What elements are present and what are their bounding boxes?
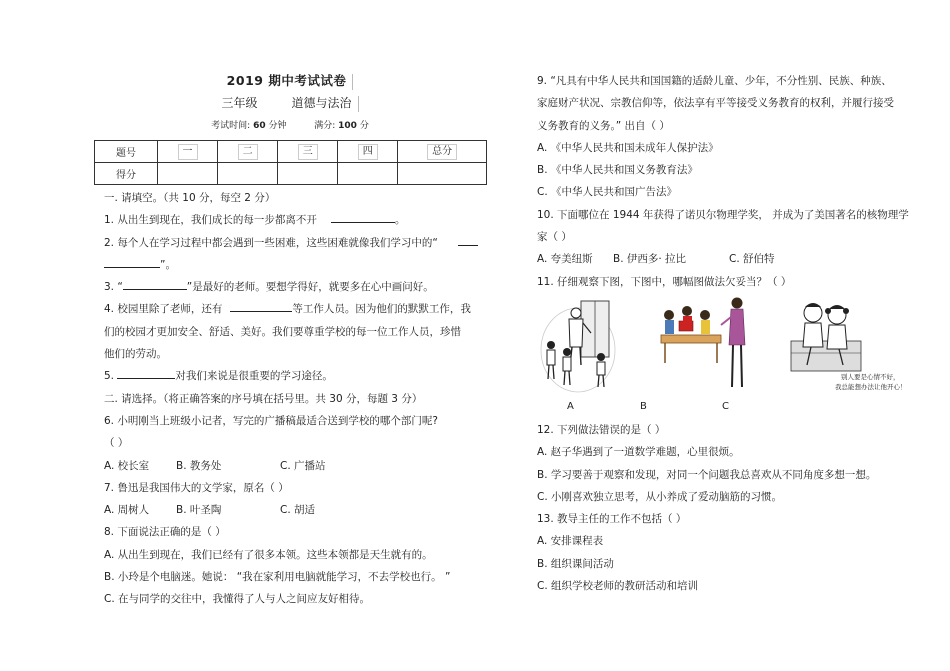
score-input-4[interactable] — [338, 163, 398, 185]
question-3: 3. “ ”是最好的老师。要想学得好，就要多在心中画问好。 — [104, 276, 476, 298]
blank-4[interactable] — [230, 299, 292, 312]
score-row-label: 得分 — [95, 163, 158, 185]
question-7: 7. 鲁迅是我国伟大的文学家，原名（ ） — [104, 481, 289, 494]
q13-option-a[interactable]: A. 安排课程表 — [537, 535, 604, 548]
q13-option-c[interactable]: C. 组织学校老师的教研活动和培训 — [537, 580, 699, 593]
q8-option-b[interactable]: B. 小玲是个电脑迷。她说： “我在家利用电脑就能学习，不去学校也行。 ” — [104, 571, 451, 584]
q12-option-c[interactable]: C. 小刚喜欢独立思考，从小养成了爱动脑筋的习惯。 — [537, 490, 783, 503]
question-11-pictures — [537, 295, 909, 401]
q7-option-c[interactable]: C. 胡适 — [280, 504, 316, 517]
blank-2b[interactable] — [104, 255, 160, 268]
question-12: 12. 下列做法错误的是（ ） — [537, 423, 666, 436]
score-table-score-row — [95, 163, 487, 185]
question-5: 5. 对我们来说是很重要的学习途径。 — [104, 365, 476, 387]
question-9-cont-2: 义务教育的义务。” 出自（ ） — [537, 119, 670, 132]
grade-text: 三年级 — [221, 96, 258, 110]
q10-option-a[interactable]: A. 夸美纽斯 — [537, 253, 593, 266]
score-cell-3: 三 — [278, 141, 338, 163]
cursor-bar — [352, 74, 353, 90]
q10-option-c[interactable]: C. 舒伯特 — [729, 253, 775, 266]
q6-option-a[interactable]: A. 校长室 — [104, 459, 150, 472]
score-value: 100 — [338, 121, 357, 131]
question-9: 9. “凡具有中华人民共和国国籍的适龄儿童、少年，不分性别、民族、种族、 — [537, 75, 892, 87]
score-label: 满分: — [314, 121, 336, 131]
question-6-answer-paren[interactable]: （ ） — [104, 437, 129, 450]
exam-meta — [104, 116, 476, 136]
right-column — [537, 70, 909, 597]
picture-labels — [537, 401, 909, 419]
question-2-cont: ”。 — [104, 254, 476, 276]
picture-label-b: B — [640, 400, 647, 412]
section-2-heading: 二. 请选择。（将正确答案的序号填在括号里。共 30 分，每题 3 分） — [104, 392, 423, 405]
score-input-2[interactable] — [218, 163, 278, 185]
q7-option-b[interactable]: B. 叶圣陶 — [176, 504, 222, 517]
question-10-cont: 家（ ） — [537, 231, 572, 244]
question-10: 10. 下面哪位在 1944 年获得了诺贝尔物理学奖， 并成为了美国著名的核物理学 — [537, 208, 909, 221]
score-unit: 分 — [359, 121, 369, 131]
question-9-cont-1: 家庭财产状况、宗教信仰等，依法享有平等接受义务教育的权利，并履行接受 — [537, 97, 894, 110]
q12-option-b[interactable]: B. 学习要善于观察和发现，对同一个问题我总喜欢从不同角度多想一想。 — [537, 468, 877, 481]
q8-option-a[interactable]: A. 从出生到现在，我们已经有了很多本领。这些本领都是天生就有的。 — [104, 548, 433, 561]
score-cell-4: 四 — [338, 141, 398, 163]
q7-option-a[interactable]: A. 周树人 — [104, 504, 150, 517]
q10-option-b[interactable]: B. 伊西多· 拉比 — [613, 253, 687, 266]
score-input-1[interactable] — [158, 163, 218, 185]
question-13: 13. 教导主任的工作不包括（ ） — [537, 513, 687, 526]
picture-a-teacher-students-illustration[interactable] — [539, 295, 617, 395]
score-input-3[interactable] — [278, 163, 338, 185]
q9-option-c[interactable]: C. 《中华人民共和国广告法》 — [537, 186, 678, 199]
exam-subtitle — [104, 92, 476, 114]
question-10-options — [537, 248, 909, 270]
question-6-options — [104, 455, 476, 477]
section-1-heading: 一. 请填空。（共 10 分，每空 2 分） — [104, 192, 276, 204]
cursor-bar-2 — [358, 96, 359, 112]
picture-label-a: A — [567, 400, 574, 412]
score-cell-label: 题号 — [95, 141, 158, 163]
time-label: 考试时间: — [211, 121, 251, 131]
blank-2a[interactable] — [458, 233, 478, 246]
question-11: 11. 仔细观察下图，下图中，哪幅图做法欠妥当？（ ） — [537, 275, 792, 288]
subject-text: 道德与法治 — [291, 96, 352, 110]
blank-3[interactable] — [123, 277, 187, 290]
picture-c-caption-line-2: 我总能想办法让他开心！ — [835, 382, 907, 391]
exam-title — [104, 70, 476, 92]
question-4-cont-2: 他们的劳动。 — [104, 348, 167, 361]
question-2: 2. 每个人在学习过程中都会遇到一些困难，这些困难就像我们学习中的“ — [104, 232, 476, 254]
picture-c-comfort-friend-illustration[interactable] — [783, 295, 907, 395]
question-4: 4. 校园里除了老师，还有 等工作人员。因为他们的默默工作，我 — [104, 298, 476, 320]
time-unit: 分钟 — [268, 121, 287, 131]
question-1: 1. 从出生到现在，我们成长的每一步都离不开 。 — [104, 209, 476, 231]
q9-option-b[interactable]: B. 《中华人民共和国义务教育法》 — [537, 164, 698, 177]
question-6: 6. 小明刚当上班级小记者，写完的广播稿最适合送到学校的哪个部门呢? — [104, 414, 438, 427]
score-table-header-row — [95, 141, 487, 163]
q8-option-c[interactable]: C. 在与同学的交往中，我懂得了人与人之间应友好相待。 — [104, 593, 371, 606]
q6-option-b[interactable]: B. 教务处 — [176, 459, 222, 472]
blank-1[interactable] — [331, 210, 395, 223]
score-table — [94, 140, 487, 185]
score-cell-total: 总分 — [398, 141, 487, 163]
time-value: 60 — [253, 121, 266, 131]
blank-5[interactable] — [117, 366, 175, 379]
left-column — [104, 70, 476, 611]
score-cell-1: 一 — [158, 141, 218, 163]
picture-b-classroom-illustration[interactable] — [657, 295, 761, 395]
picture-c-caption-line-1: 别人要是心情不好， — [841, 372, 900, 381]
q12-option-a[interactable]: A. 赵子华遇到了一道数学难题，心里很烦。 — [537, 446, 740, 459]
question-4-cont-1: 们的校园才更加安全、舒适、美好。我们要尊重学校的每一位工作人员，珍惜 — [104, 325, 461, 338]
question-8: 8. 下面说法正确的是（ ） — [104, 526, 226, 539]
picture-label-c: C — [722, 400, 729, 412]
q9-option-a[interactable]: A. 《中华人民共和国未成年人保护法》 — [537, 141, 719, 154]
q13-option-b[interactable]: B. 组织课间活动 — [537, 557, 614, 570]
score-cell-2: 二 — [218, 141, 278, 163]
exam-title-text: 2019 期中考试试卷 — [226, 73, 347, 88]
q6-option-c[interactable]: C. 广播站 — [280, 459, 326, 472]
score-input-total[interactable] — [398, 163, 487, 185]
question-7-options — [104, 499, 476, 521]
